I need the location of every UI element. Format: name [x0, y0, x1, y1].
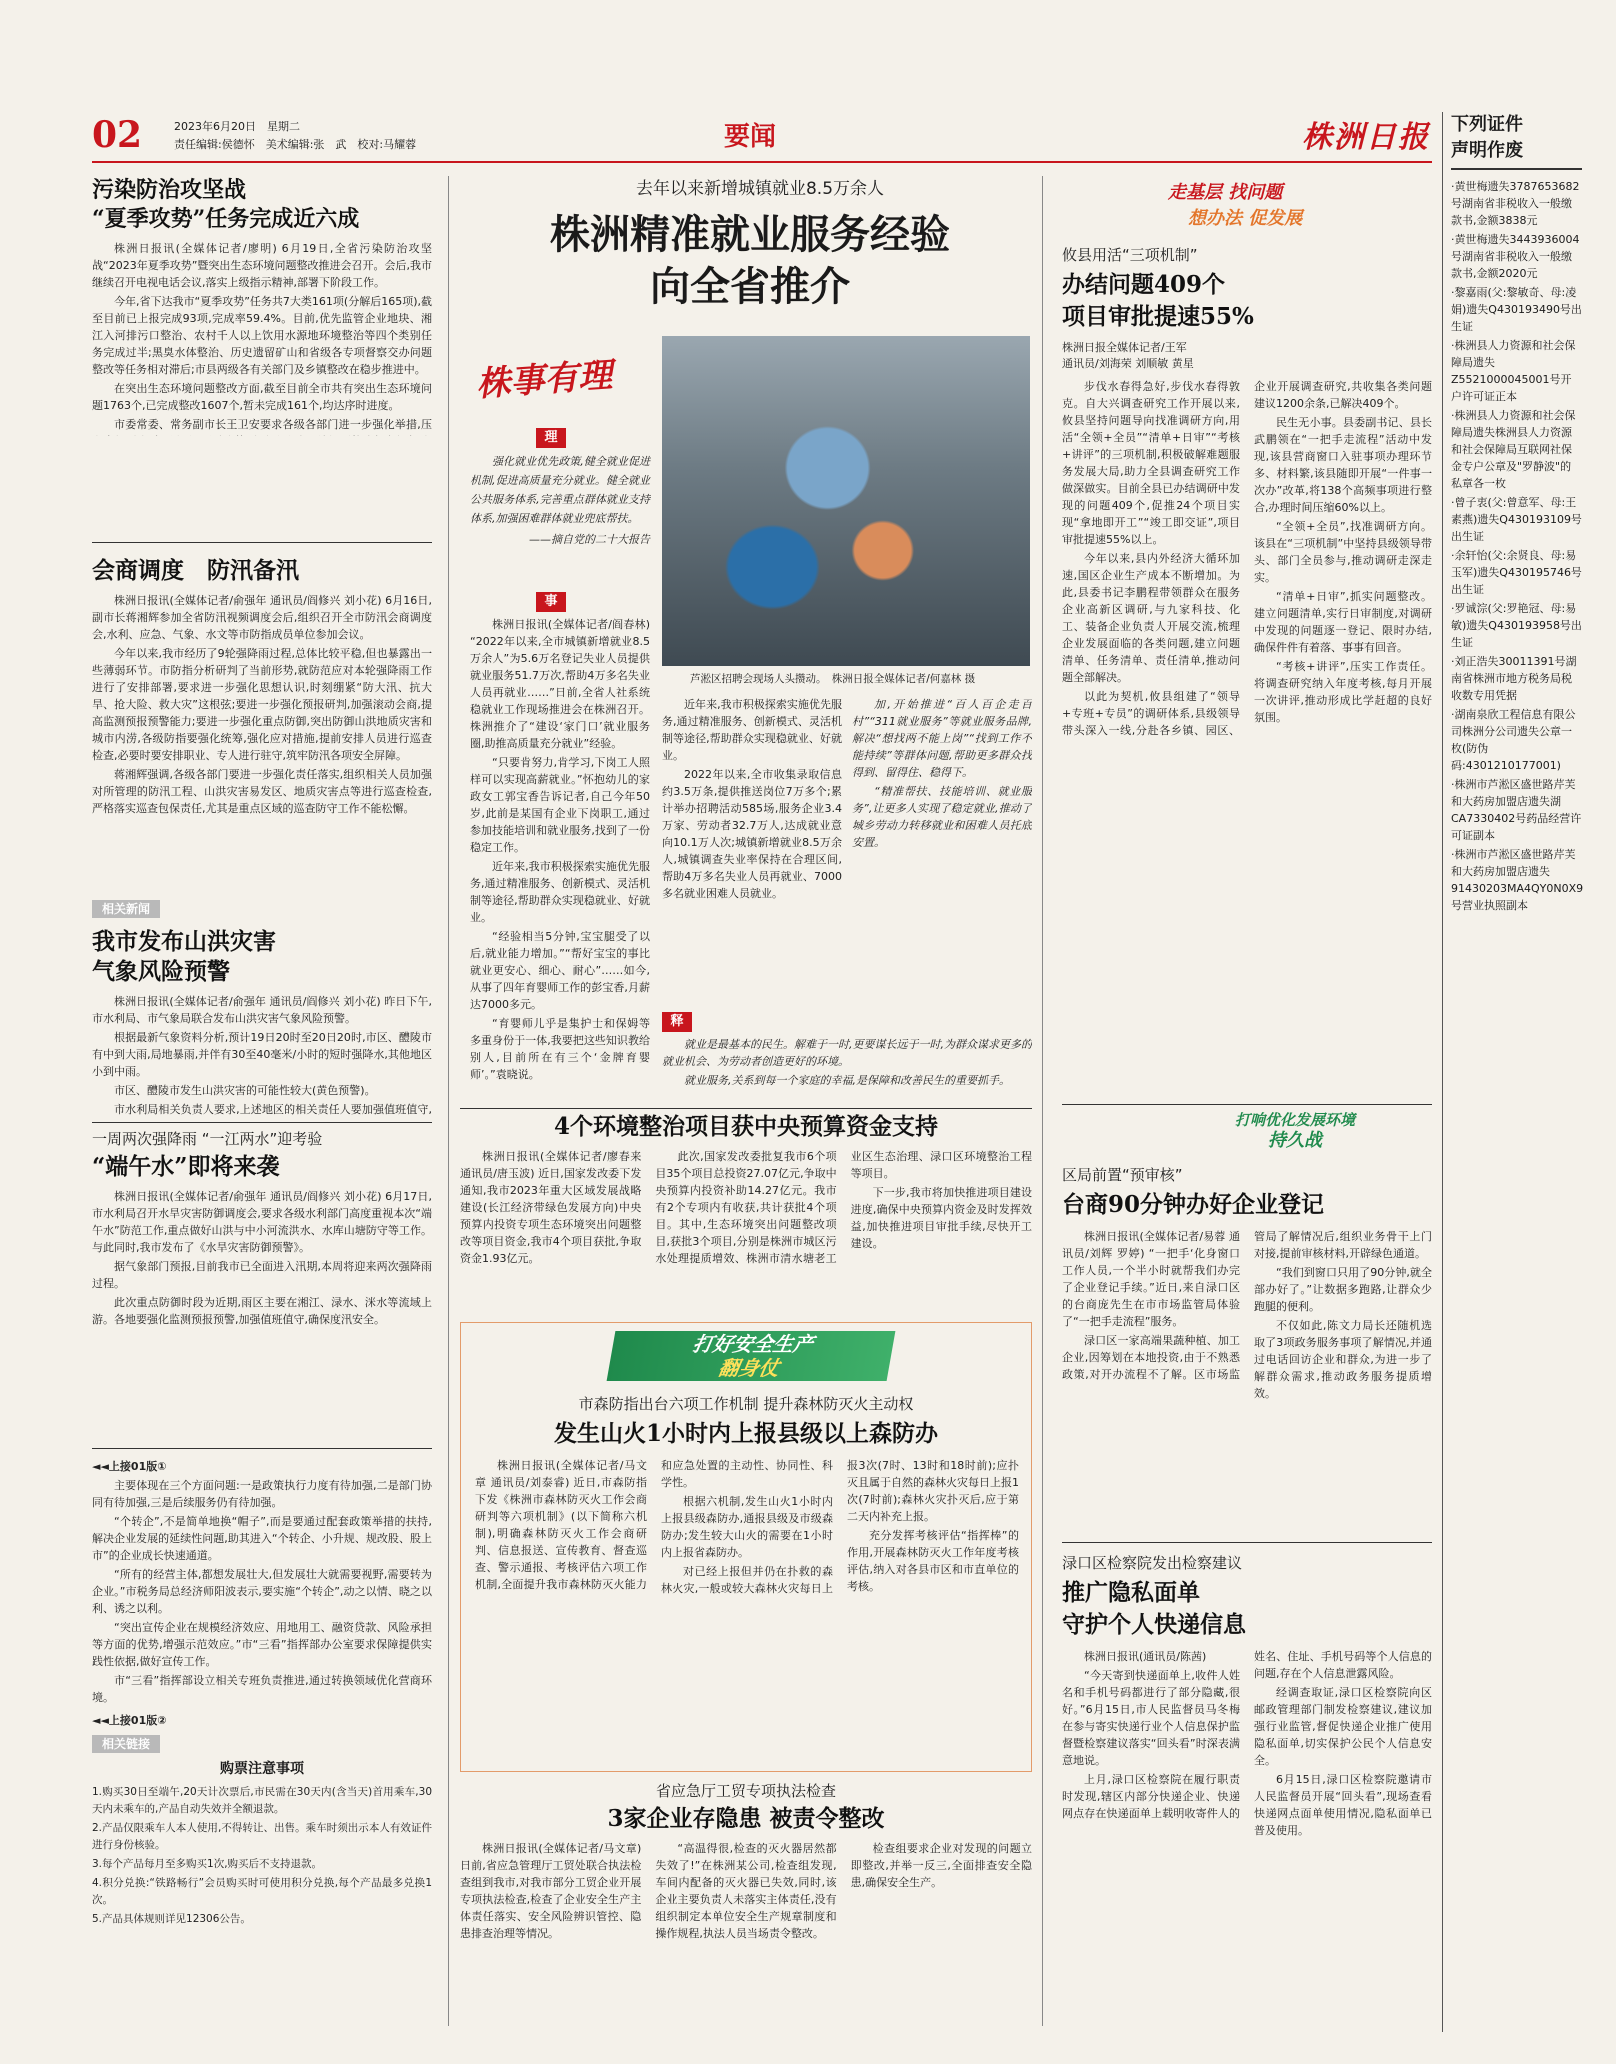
- paragraph: “经验相当5分钟,宝宝腿受了以后,就业能力增加。”“帮好宝宝的事比就业更安心、细心、耐心”……如今,从事了四年育婴师工作的彭宝香,月薪达7000多元。: [470, 930, 650, 1011]
- article-title: “夏季攻势”任务完成近六成: [92, 206, 360, 232]
- page-number: 02: [92, 114, 143, 156]
- continued-marker: ◄◄上接01版①: [92, 1460, 167, 1473]
- paragraph: 就业是最基本的民生。解难于一时,更要谋长远于一时,为群众谋求更多的就业机会、为劳动者创造更好的环境。: [662, 1038, 1032, 1068]
- right-banner-1: [1168, 180, 1368, 240]
- right-banner2-line1: 打响优化发展环境: [1234, 1111, 1355, 1129]
- paragraph: 近年来,我市积极探索实施优先服务,通过精准服务、创新模式、灵活机制等途径,帮助群众实现稳就业、好就业。: [470, 860, 650, 924]
- right3-byline: 株洲日报讯(通讯员/陈茜): [1084, 1650, 1207, 1663]
- main-body-mid: [662, 696, 842, 976]
- right1-title: 项目审批提速55%: [1062, 303, 1254, 330]
- list-item: 2.产品仅限乘车人本人使用,不得转让、出售。乘车时须出示本人有效证件进行身份核验。: [92, 1822, 432, 1851]
- quote-block: [470, 452, 650, 551]
- safety-title: 发生山火1小时内上报县级以上森防办: [553, 1420, 938, 1447]
- paragraph: 市“三看”指挥部设立相关专班负责推进,通过转换领域优化营商环境。: [92, 1674, 432, 1704]
- divider: [92, 1122, 432, 1123]
- ad-item: ·刘正浩失30011391号湖南省株洲市地方税务局税收数专用凭据: [1451, 655, 1577, 702]
- paragraph: 步伐水春得急好,步伐水春得敦克。自大兴调查研究工作开展以来,攸县坚持问题导向找准调研方向,用活“全领+全员”“清单+日审”“考核+讲评”的三项机制,积极破解难题服务发展大局,助力全县调查研究工作做深做实。目前全县已办结调研中发现的问题409个,促推24个项目实现“拿地即开工”“竣工即交证”,项目审批提速55%以上。: [1062, 380, 1240, 546]
- divider: [1062, 1542, 1432, 1543]
- list-item: 3.每个产品每月至多购买1次,购买后不支持退款。: [92, 1858, 323, 1870]
- paragraph: 主要体现在三个方面问题:一是政策执行力度有待加强,二是部门协同有待加强,三是后续服务仍有待加强。: [92, 1479, 432, 1509]
- article-dragon-boat-flood: [92, 1124, 432, 1444]
- paragraph: 据气象部门预报,目前我市已全面进入汛期,本周将迎来两次强降雨过程。: [92, 1260, 432, 1290]
- article-body: [92, 592, 432, 817]
- divider: [92, 542, 432, 543]
- continued-marker: ◄◄上接01版②: [92, 1714, 167, 1727]
- paragraph: 近年来,我市积极探索实施优先服务,通过精准服务、创新模式、灵活机制等途径,帮助群众实现稳就业、好就业。: [662, 698, 842, 762]
- right1-body: [1062, 378, 1432, 1093]
- article-flood-control: [92, 552, 432, 892]
- tag-li-label: 理: [544, 430, 558, 445]
- paragraph: “只要肯努力,肯学习,下岗工人照样可以实现高薪就业。”怀抱幼儿的家政女工郭宝香告诉记者,自己今年50岁,此前是某国有企业下岗职工,通过参加技能培训和就业服务,找到了一份稳定工作。: [470, 756, 650, 854]
- paragraph: 在突出生态环境问题整改方面,截至目前全市共有突出生态环境问题1763个,已完成整改1607个,暂未完成161个,均达序时进度。: [92, 382, 432, 412]
- paragraph: 市水利局相关负责人要求,上述地区的相关责任人要加强值班值守,: [114, 1103, 432, 1116]
- right2-title: 台商90分钟办好企业登记: [1062, 1191, 1325, 1218]
- paragraph: 充分发挥考核评估“指挥棒”的作用,开展森林防灭火工作年度考核评估,纳入对各县市区和市直单位的考核。: [847, 1529, 1019, 1593]
- ad-item: ·株洲市芦淞区盛世路芹芙和大药房加盟店遗失91430203MA4QY0N0X9号营业执照副本: [1451, 848, 1584, 912]
- ticket-notes-list: [92, 1784, 432, 1928]
- article-title: 污染防治攻坚战: [92, 177, 247, 203]
- safety-kicker: 市森防指出台六项工作机制 提升森林防灭火主动权: [578, 1395, 914, 1413]
- right3-title: 守护个人快递信息: [1062, 1611, 1246, 1638]
- divider: [92, 1448, 432, 1449]
- safety-banner-line1: 打好安全生产: [691, 1332, 816, 1356]
- paragraph: 此次,国家发改委批复我市6个项目35个项目总投资27.07亿元,争取中央预算内投资补助14.27亿元。我市有2个专项内有收获,共计获批4个项目。其中,生态环境突出问题整改项目,获批3个项目,分别是株洲市城区污水处理提质增效、株洲市清水塘老工业区生态治理、渌口区环境整治工程等项目。: [655, 1150, 1032, 1265]
- ad-item: ·黎嘉雨(父:黎敏奇、母:凌娟)遗失Q430193490号出生证: [1451, 286, 1582, 333]
- ad-item: ·黄世梅遗失3443936004号湖南省非税收入一般缴款书,金额2020元: [1451, 233, 1580, 280]
- inspect-title: 3家企业存隐患 被责令整改: [607, 1805, 885, 1832]
- ad-item: ·湖南泉欣工程信息有限公司株洲分公司遗失公章一枚(防伪码:4301210177001): [1451, 708, 1576, 772]
- right2-kicker: 区局前置“预审核”: [1062, 1166, 1183, 1184]
- main-body-right: [852, 696, 1032, 906]
- article-title: 我市发布山洪灾害: [92, 928, 276, 955]
- paragraph: 加,开始推进“百人百企走百村”“311就业服务”等就业服务品牌,解决“想找两不能上岗”“找到工作不能持续”等群体问题,帮助更多群众找得到、留得住、稳得下。: [852, 698, 1032, 779]
- paragraph: 株洲日报讯(全媒体记者/俞强年 通讯员/阎修兴 刘小花) 6月17日,市水利局召开水旱灾害防御调度会,要求各级水利部门高度重视本次“端午水”防范工作,重点做好山洪与中小河流洪水、水库山塘防守等工作。与此同时,我市发布了《水旱灾害防御预警》。: [92, 1190, 432, 1254]
- paragraph: 市委常委、常务副市长王卫安要求各级各部门进一步强化举措,压: [114, 418, 432, 431]
- paragraph: 以此为契机,攸县组建了“领导+专班+专员”的调研体系,县级领导带头深入一线,分赴各乡镇、园区、企业开展调查研究,共收集各类问题建议1200余条,已解决409个。: [1062, 380, 1432, 737]
- inspect-body: [460, 1840, 1032, 2026]
- tag-shi-label: 事: [544, 594, 558, 609]
- related-tag: 相关新闻: [92, 900, 160, 918]
- related-news: [92, 898, 432, 1118]
- paragraph: 根据最新气象资料分析,预计19日20时至20日20时,市区、醴陵市有中到大雨,局地暴雨,并伴有30至40毫米/小时的短时强降水,其他地区小到中雨。: [92, 1031, 432, 1078]
- ticket-notes-title: 购票注意事项: [220, 1761, 304, 1777]
- page-header: [92, 112, 1492, 164]
- main-title-line2: 向全省推介: [650, 263, 850, 310]
- paragraph: 此次重点防御时段为近期,雨区主要在湘江、渌水、洣水等流域上游。各地要强化监测预报预警,加强值班值守,确保度汛安全。: [92, 1296, 432, 1326]
- ads-title-line1: 下列证件: [1451, 114, 1523, 135]
- paragraph: “清单+日审”,抓实问题整改。建立问题清单,实行日审制度,对调研中发现的问题逐一登记、限时办结,确保件件有着落、事事有回音。: [1254, 590, 1432, 654]
- paragraph: 对已经上报但并仍在扑救的森林火灾,一般或较大森林火灾每日上报3次(7时、13时和18时前);应扑灭且属于自然的森林火灾每日上报1次(7时前);森林火灾扑灭后,应于第二天内补充上报。: [661, 1459, 1019, 1595]
- main-title-line1: 株洲精准就业服务经验: [550, 211, 950, 258]
- job-fair-photo: [662, 336, 1030, 666]
- continuation-block: [92, 1458, 432, 2028]
- paragraph: 渌口区一家高端果蔬种植、加工企业,因筹划在本地投资,由于不熟悉政策,对开办流程不了解。区市场监管局了解情况后,组织业务骨干上门对接,提前审核材料,开辟绿色通道。: [1062, 1230, 1432, 1381]
- paragraph: 不仅如此,陈文力局长还随机选取了3项政务服务事项了解情况,并通过电话回访企业和群众,为进一步了解群众需求,推动政务服务提质增效。: [1254, 1319, 1432, 1400]
- paragraph: “所有的经营主体,都想发展壮大,但发展壮大就需要视野,需要转为企业。”市税务局总经济师阳波表示,要实施“个转企”,动之以情、晓之以利、诱之以利。: [92, 1568, 432, 1615]
- paragraph: 下一步,我市将加快推进项目建设进度,确保中央预算内资金及时发挥效益,加快推进项目审批手续,尽快开工建设。: [850, 1186, 1032, 1250]
- main-kicker: 去年以来新增城镇就业8.5万余人: [635, 179, 885, 199]
- tag-shi2: [662, 1012, 692, 1032]
- paragraph: 株洲日报讯(全媒体记者/廖明) 6月19日,全省污染防治攻坚战“2023年夏季攻势”暨突出生态环境问题整改推进会召开。会后,我市继续召开电视电话会议,落实上级指示精神,部署下阶段工作。: [92, 242, 432, 289]
- right-banner1-line2: 想办法 促发展: [1188, 208, 1303, 229]
- safety-body: [475, 1457, 1019, 1765]
- ads-column: [1442, 112, 1582, 2032]
- main-body-comment: [662, 1036, 1032, 1106]
- paragraph: 就业服务,关系到每一个家庭的幸福,是保障和改善民生的重要抓手。: [684, 1074, 1010, 1087]
- paragraph: “全领+全员”,找准调研方向。该县在“三项机制”中坚持县级领导带头、部门全员参与,推动调研走深走实。: [1254, 520, 1432, 584]
- paragraph: “突出宣传企业在规模经济效应、用地用工、融资贷款、风险承担等方面的优势,增强示范效应。”市“三看”指挥部办公室要求保障提供实践性依据,做好宣传工作。: [92, 1621, 432, 1668]
- paragraph: 今年以来,我市经历了9轮强降雨过程,总体比较平稳,但也暴露出一些薄弱环节。市防指分析研判了当前形势,就防范应对本轮强降雨工作进行了安排部署,要求进一步强化思想认识,时刻绷紧“防大汛、抗大旱、抢大险、救大灾”这根弦;要进一步强化预报研判,加强滚动会商,提高监测预报预警能力;要进一步强化重点防御,突出防御山洪地质灾害和城市内涝,各级防指要强化统筹,强化应对措施,提前安排人员进行巡查检查,必要时要安排职业、专人进行驻守,筑牢防汛各项安全屏障。: [92, 647, 432, 762]
- ad-item: ·黄世梅遗失3787653682号湖南省非税收入一般缴款书,金额3838元: [1451, 180, 1580, 227]
- header-rule: [92, 161, 1432, 163]
- news4-title: 4个环境整治项目获中央预算资金支持: [553, 1113, 938, 1140]
- right1-title: 办结问题409个: [1062, 271, 1226, 298]
- paragraph: 上月,渌口区检察院在履行职责时发现,辖区内部分快递企业、快递网点存在快递面单上载明收寄件人的姓名、住址、手机号码等个人信息的问题,存在个人信息泄露风险。: [1062, 1650, 1432, 1820]
- ad-item: ·株洲县人力资源和社会保障局遗失株洲县人力资源和社会保障局互联网社保金专户公章及"罗静波"的私章各一枚: [1451, 409, 1576, 490]
- photo-caption: 芦淞区招聘会现场人头攒动。 株洲日报全媒体记者/何嘉林 摄: [690, 673, 976, 685]
- safety-banner-line2: 翻身仗: [716, 1356, 781, 1380]
- paragraph: 株洲日报讯(全媒体记者/廖春来 通讯员/唐玉波) 近日,国家发改委下发通知,我市2023年重大区域发展战略建设(长江经济带绿色发展方向)中央预算内投资专项生态环境突出问题整改等项目资金,我市4个项目获批,争取资金1.93亿元。: [460, 1150, 642, 1265]
- paragraph: 株洲日报讯(全媒体记者/俞强年 通讯员/阎修兴 刘小花) 6月16日,副市长蒋湘辉参加全省防汛视频调度会后,组织召开全市防汛会商调度会,水利、应急、气象、水文等市防指成员单位参加会议。: [92, 594, 432, 641]
- related-link-tag: 相关链接: [92, 1735, 160, 1753]
- article-body: [92, 1188, 432, 1328]
- paragraph: 根据六机制,发生山火1小时内上报县级森防办,通报县级及市级森防办;发生较大山火的需要在1小时内上报省森防办。: [661, 1495, 833, 1559]
- right1-kicker: 攸县用活“三项机制”: [1062, 246, 1198, 264]
- news4-body: [460, 1148, 1032, 1318]
- main-body-left: [470, 616, 650, 1106]
- paragraph: 2022年以来,全市收集录取信息约3.5万条,提供推送岗位7万多个;累计举办招聘活动585场,服务企业3.4万家、劳动者32.7万人,达成就业意向10.1万人次;城镇新增就业8.5万余人,城镇调查失业率保持在合理区间,帮助4万多名失业人员再就业、7000多名就业困难人员就业。: [662, 768, 842, 900]
- list-item: 4.积分兑换:“铁路畅行”会员购买时可使用积分兑换,每个产品最多兑换1次。: [92, 1877, 432, 1906]
- paragraph: 6月15日,渌口区检察院邀请市人民监督员开展“回头看”,现场查看快递网点面单使用情况,隐私面单已普及使用。: [1254, 1773, 1432, 1837]
- ad-item: ·罗诚淙(父:罗艳冠、母:易敏)遗失Q430193958号出生证: [1451, 602, 1582, 649]
- safety-box: [460, 1322, 1032, 1772]
- paragraph: 今年,省下达我市“夏季攻势”任务共7大类161项(分解后165项),截至目前已上报完成93项,完成率59.4%。目前,优先监管企业地块、湘江入河排污口整治、农村千人以上饮用水源地环境整治等四个类别任务完成过半;黑臭水体整治、历史遗留矿山和省级各专项督察交办问题整改等任务相对滞后;市县两级各有关部门及乡镇整改在稳步推进中。: [92, 295, 432, 376]
- paragraph: “高温得很,检查的灭火器居然都失效了!”在株洲某公司,检查组发现,车间内配备的灭火器已失效,同时,该企业主要负责人未落实主体责任,没有组织制定本单位安全生产规章制度和操作规程,执法人员当场责令整改。: [655, 1842, 837, 1940]
- article-title: 会商调度 防汛备汛: [92, 557, 299, 584]
- right1-byline: 株洲日报全媒体记者/王军 通讯员/刘海荣 刘顺敏 黄星: [1062, 341, 1194, 370]
- article-pollution: [92, 176, 432, 436]
- paragraph: “我们到窗口只用了90分钟,就全部办好了。”让数据多跑路,让群众少跑腿的便利。: [1254, 1266, 1432, 1313]
- right-banner2-line2: 持久战: [1268, 1130, 1322, 1151]
- ad-item: ·曾子衷(父:曾意军、母:王素燕)遗失Q430193109号出生证: [1451, 496, 1582, 543]
- safety-banner: [607, 1331, 896, 1381]
- quote-text: 强化就业优先政策,健全就业促进机制,促进高质量充分就业。健全就业公共服务体系,完善重点群体就业支持体系,加强困难群体就业兜底帮扶。: [470, 455, 650, 525]
- quote-source: ——摘自党的二十大报告: [529, 533, 650, 546]
- paragraph: 株洲日报讯(全媒体记者/易蓉 通讯员/刘辉 罗婷) “一把手‘化身窗口工作人员,一个半小时就帮我们办完了企业登记手续。”近日,来自渌口区的台商庞先生在市市场监管局体验了“一把手走流程”服务。: [1062, 1230, 1240, 1328]
- paragraph: 经调查取证,渌口区检察院向区邮政管理部门制发检察建议,建议加强行业监管,督促快递企业推广使用隐私面单,切实保护公民个人信息安全。: [1254, 1686, 1432, 1767]
- article-body: [92, 993, 432, 1118]
- right-banner1-line1: 走基层 找问题: [1168, 182, 1283, 203]
- right2-body: [1062, 1228, 1432, 1538]
- paragraph: 市区、醴陵市发生山洪灾害的可能性较大(黄色预警)。: [114, 1084, 376, 1097]
- article-body: [92, 1458, 432, 1729]
- article-body: [92, 240, 432, 436]
- right3-kicker: 渌口区检察院发出检察建议: [1062, 1554, 1243, 1572]
- paragraph: “精准帮扶、技能培训、就业服务”,让更多人实现了稳定就业,推动了城乡劳动力转移就业和困难人员托底安置。: [852, 785, 1032, 849]
- list-item: 5.产品具体规则详见12306公告。: [92, 1913, 251, 1925]
- tag-shi2-label: 释: [670, 1014, 684, 1029]
- column-logo: 株事有理: [475, 355, 614, 405]
- paragraph: “考核+讲评”,压实工作责任。将调查研究纳入年度考核,每月开展一次讲评,推动形成比学赶超的良好氛围。: [1254, 660, 1432, 724]
- paragraph: 株洲日报讯(全媒体记者/马文章) 日前,省应急管理厅工贸处联合执法检查组到我市,对我市部分工贸企业开展专项执法检查,检查了企业安全生产主体责任落实、安全风险辨识管控、隐患排查治理等情况。: [460, 1842, 642, 1940]
- column-divider: [448, 176, 449, 2026]
- paragraph: 株洲日报讯(全媒体记者/马文章 通讯员/刘泰睿) 近日,市森防指下发《株洲市森林防灭火工作会商研判等六项机制》(以下简称六机制),明确森林防灭火工作会商研判、信息报送、宣传教育、督查巡查、警示通报、考核评估六项工作机制,全面提升我市森林防灭火能力和应急处置的主动性、协同性、科学性。: [475, 1459, 833, 1591]
- paragraph: 蒋湘辉强调,各级各部门要进一步强化责任落实,组织相关人员加强对所管理的防汛工程、山洪灾害易发区、地质灾害点等进行巡查检查,严格落实巡查包保责任,尤其是重点区域的巡查防守工作不能松懈。: [92, 768, 432, 815]
- right3-body: [1062, 1648, 1432, 2026]
- article-title: 气象风险预警: [92, 958, 230, 985]
- paragraph: “个转企”,不是简单地换“帽子”,而是要通过配套政策举措的扶持,解决企业发展的延续性问题,助其进入“个转企、小升规、规改股、股上市”的企业成长快速通道。: [92, 1515, 432, 1562]
- issue-date: 2023年6月20日 星期二: [174, 120, 300, 133]
- tag-shi: [536, 592, 566, 612]
- paragraph: 民生无小事。县委副书记、县长武鹏领在“一把手走流程”活动中发现,该县营商窗口入驻事项办理环节多、材料繁,该县随即开展“一件事一次办”改革,将138个高频事项进行整合,办理时间压缩60%以上。: [1254, 416, 1432, 514]
- ad-item: ·株洲市芦淞区盛世路芹芙和大药房加盟店遗失湖CA7330402号药品经营许可证副本: [1451, 778, 1582, 842]
- inspect-kicker: 省应急厅工贸专项执法检查: [655, 1782, 836, 1800]
- tag-li: [536, 428, 566, 448]
- column-divider: [1042, 176, 1043, 2026]
- paper-logo: 株洲日报: [1302, 120, 1430, 155]
- divider: [1062, 1104, 1432, 1105]
- editors-line: 责任编辑:侯德怀 美术编辑:张 武 校对:马耀蓉: [174, 138, 417, 151]
- list-item: 1.购买30日至端午,20天计次票后,市民需在30天内(含当天)首用乘车,30天内未乘车的,产品自动失效并全额退款。: [92, 1786, 432, 1815]
- paragraph: 株洲日报讯(全媒体记者/俞强年 通讯员/阎修兴 刘小花) 昨日下午,市水利局、市气象局联合发布山洪灾害气象风险预警。: [92, 995, 432, 1025]
- divider: [460, 1108, 1032, 1109]
- paragraph: 株洲日报讯(全媒体记者/阎春林) “2022年以来,全市城镇新增就业8.5万余人”为5.6万名登记失业人员提供就业服务51.7万次,帮助4万多名失业人员再就业……”日前,全省人社系统稳就业工作现场推进会在株洲召开。株洲推介了“建设‘家门口’就业服务圈,助推高质量充分就业”经验。: [470, 618, 650, 750]
- section-title: 要闻: [724, 122, 777, 152]
- right3-title: 推广隐私面单: [1062, 1579, 1200, 1606]
- article-kicker: 一周两次强降雨 “一江两水”迎考验: [92, 1130, 323, 1148]
- paragraph: 今年以来,县内外经济大循环加速,国区企业生产成本不断增加。为此,县委书记李鹏程带领群众在服务企业高新区调研,与九家科技、化工、装备企业负责人开展交流,梳理企业发展面临的各类问题,建立问题清单、任务清单、责任清单,推动问题全部解决。: [1062, 552, 1240, 684]
- ad-item: ·余轩怡(父:余贤良、母:易玉军)遗失Q430195746号出生证: [1451, 549, 1582, 596]
- paragraph: 检查组要求企业对发现的问题立即整改,并举一反三,全面排查安全隐患,确保安全生产。: [850, 1842, 1032, 1889]
- article-title: “端午水”即将来袭: [92, 1153, 280, 1180]
- paragraph: “育婴师儿乎是集护士和保姆等多重身份于一体,我要把这些知识教给别人,目前所在有三个‘金牌育婴师’。”袁晓说。: [470, 1017, 650, 1081]
- ad-item: ·株洲县人力资源和社会保障局遗失Z5521000045001号开户许可证正本: [1451, 339, 1576, 403]
- ads-title-line2: 声明作废: [1451, 138, 1582, 170]
- paragraph: “今天寄到快递面单上,收件人姓名和手机号码都进行了部分隐藏,很好。”6月15日,市人民监督员马冬梅在参与寄实快递行业个人信息保护监督暨检察建议落实“回头看”时深表满意地说。: [1062, 1669, 1240, 1767]
- right-banner-2: [1180, 1110, 1410, 1156]
